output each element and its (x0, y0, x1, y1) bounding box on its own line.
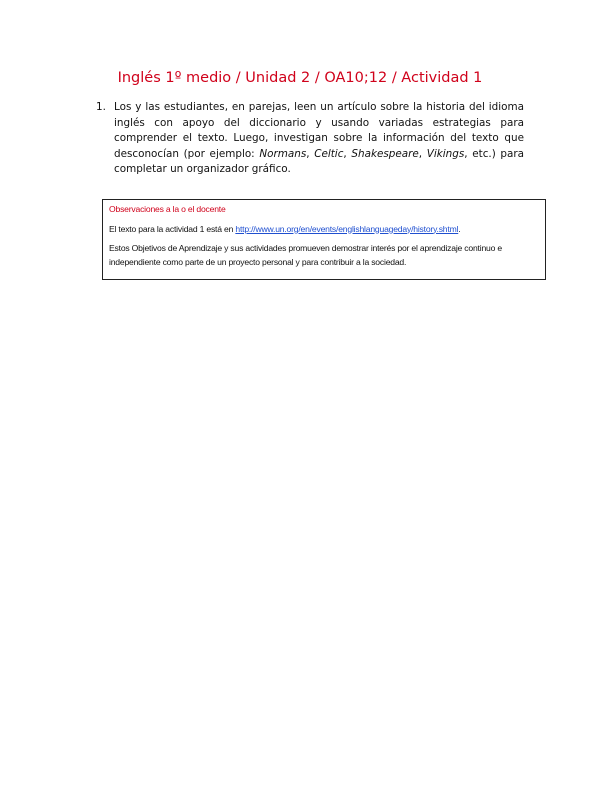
example-normans: Normans (259, 147, 307, 160)
example-celtic: Celtic (314, 147, 344, 160)
example-vikings: Vikings (426, 147, 465, 160)
teacher-notes-paragraph-1 (109, 223, 539, 237)
example-shakespeare: Shakespeare (351, 147, 419, 160)
item-text: Los y las estudiantes, en parejas, leen un artículo sobre la historia del idioma inglés con apoyo del diccionario y usando variadas estrategias para comprender el texto. Luego, investigan sobre la información del texto que desconocían (por ejemplo: Normans, Celtic, Shakespeare, Vikings, etc.) para completar un organizador gráfico. (114, 101, 525, 175)
item-text-before: Los y las estudiantes, en parejas, leen un artículo sobre la historia del idioma inglés con apoyo del diccionario y usando variadas estrategias para comprender el texto. Luego, investigan sobre la información del texto que desconocían (por ejemplo: (114, 101, 524, 160)
teacher-notes-paragraph-2: Estos Objetivos de Aprendizaje y sus actividades promueven demostrar interés por el aprendizaje continuo e independiente como parte de un proyecto personal y para contribuir a la sociedad. (109, 243, 502, 267)
teacher-notes-text-prefix: El texto para la actividad 1 está en (109, 223, 236, 234)
history-link[interactable]: http://www.un.org/en/events/englishlanguageday/history.shtml (235, 223, 459, 234)
teacher-notes-text-suffix: . (458, 223, 461, 234)
page-title: Inglés 1º medio / Unidad 2 / OA10;12 / Actividad 1 (117, 70, 483, 86)
item-number: 1. (96, 101, 106, 113)
teacher-notes-box (102, 199, 546, 280)
item-text-after: etc.) para completar un organizador gráfico. (114, 147, 525, 175)
list-item (96, 100, 524, 178)
activity-list (96, 100, 524, 178)
teacher-notes-heading: Observaciones a la o el docente (109, 204, 226, 214)
